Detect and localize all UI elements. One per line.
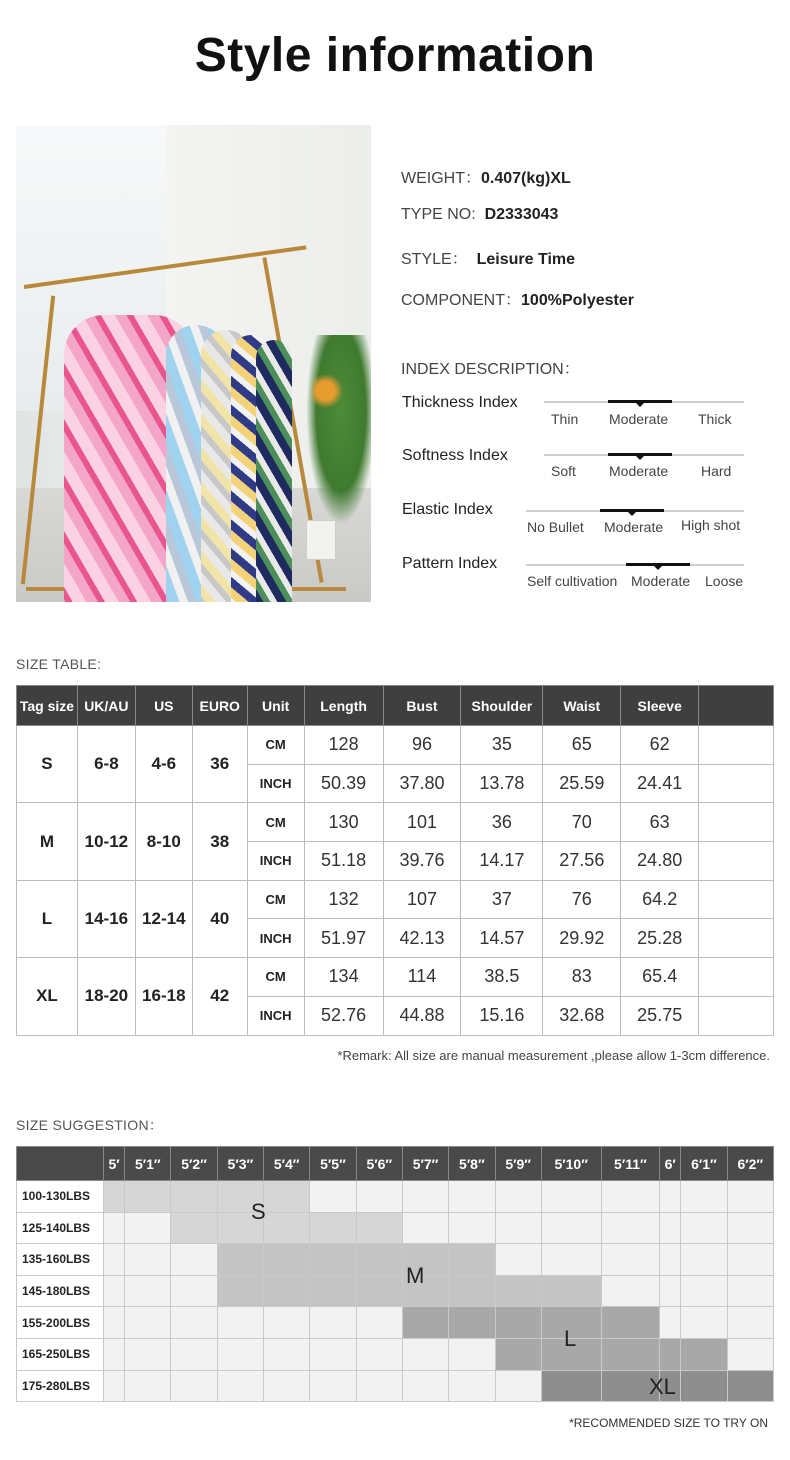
grid-cell: [171, 1370, 217, 1402]
euro-cell: 36: [192, 726, 247, 803]
empty-cell: [699, 842, 774, 881]
weight-row: [17, 1307, 774, 1339]
euro-cell: 38: [192, 803, 247, 880]
table-row: [17, 880, 774, 919]
table-row: [17, 803, 774, 842]
grid-cell: [681, 1307, 727, 1339]
length-cell: 50.39: [304, 764, 383, 803]
height-header-cell: 5′8″: [449, 1147, 495, 1181]
weight-row: [17, 1244, 774, 1276]
index-option: Self cultivation: [527, 573, 618, 589]
length-cell: 134: [304, 958, 383, 997]
uk-au-cell: 10-12: [77, 803, 135, 880]
index-name: Thickness Index: [402, 394, 518, 411]
grid-cell: [495, 1181, 541, 1213]
index-option: Thin: [551, 411, 579, 427]
height-header-cell: 6′2″: [727, 1147, 773, 1181]
grid-cell: [356, 1338, 402, 1370]
size-cell-l: [449, 1307, 495, 1339]
unit-cell: CM: [247, 726, 304, 765]
height-header-cell: 5′1″: [125, 1147, 171, 1181]
shoulder-cell: 36: [461, 803, 543, 842]
size-cell-m: [310, 1244, 356, 1276]
us-cell: 8-10: [135, 803, 192, 880]
header-cell: US: [135, 686, 192, 726]
grid-cell: [171, 1244, 217, 1276]
grid-cell: [264, 1370, 310, 1402]
size-cell-m: [217, 1244, 263, 1276]
style-label: STYLE：: [401, 251, 468, 268]
size-cell-xl: [541, 1370, 601, 1402]
length-cell: 51.18: [304, 842, 383, 881]
grid-cell: [171, 1307, 217, 1339]
grid-cell: [727, 1307, 773, 1339]
grid-cell: [402, 1181, 448, 1213]
grid-cell: [727, 1275, 773, 1307]
marker-arrow-icon: [654, 566, 662, 570]
height-header-cell: 5′5″: [310, 1147, 356, 1181]
grid-cell: [125, 1370, 171, 1402]
size-cell-l: [681, 1338, 727, 1370]
height-header-cell: 5′7″: [402, 1147, 448, 1181]
bust-cell: 44.88: [383, 996, 461, 1035]
length-cell: 132: [304, 880, 383, 919]
weight-label-cell: 145-180LBS: [17, 1275, 104, 1307]
grid-cell: [660, 1307, 681, 1339]
index-option: Moderate: [604, 519, 664, 535]
sleeve-cell: 24.41: [621, 764, 699, 803]
grid-cell: [125, 1338, 171, 1370]
grid-cell: [217, 1370, 263, 1402]
size-cell-m: [264, 1275, 310, 1307]
waist-cell: 32.68: [543, 996, 621, 1035]
type-value: D2333043: [484, 206, 559, 223]
size-cell-m: [217, 1275, 263, 1307]
grid-cell: [727, 1181, 773, 1213]
grid-cell: [660, 1244, 681, 1276]
waist-cell: 83: [543, 958, 621, 997]
bust-cell: 101: [383, 803, 461, 842]
length-cell: 51.97: [304, 919, 383, 958]
grid-cell: [310, 1370, 356, 1402]
grid-cell: [541, 1181, 601, 1213]
size-cell-xl: [727, 1370, 773, 1402]
header-cell: UK/AU: [77, 686, 135, 726]
index-option: No Bullet: [527, 519, 584, 535]
size-cell-m: [310, 1275, 356, 1307]
grid-cell: [104, 1370, 125, 1402]
empty-cell: [699, 958, 774, 997]
waist-cell: 76: [543, 880, 621, 919]
table-row: [17, 726, 774, 765]
height-header-cell: 5′4″: [264, 1147, 310, 1181]
weight-label-cell: 175-280LBS: [17, 1370, 104, 1402]
grid-cell: [660, 1181, 681, 1213]
unit-cell: INCH: [247, 919, 304, 958]
weight-label-cell: 100-130LBS: [17, 1181, 104, 1213]
size-cell-m: [264, 1244, 310, 1276]
size-cell-m: [356, 1275, 402, 1307]
empty-cell: [699, 880, 774, 919]
size-cell-s: [310, 1212, 356, 1244]
grid-cell: [495, 1212, 541, 1244]
grid-cell: [660, 1212, 681, 1244]
grid-cell: [541, 1212, 601, 1244]
unit-cell: INCH: [247, 842, 304, 881]
size-region-label: S: [251, 1199, 266, 1224]
table-row: [17, 958, 774, 997]
weight-label-cell: 165-250LBS: [17, 1338, 104, 1370]
unit-cell: INCH: [247, 996, 304, 1035]
grid-cell: [104, 1275, 125, 1307]
weight-value: 0.407(kg)XL: [481, 170, 571, 187]
grid-cell: [660, 1275, 681, 1307]
grid-cell: [449, 1370, 495, 1402]
shoulder-cell: 37: [461, 880, 543, 919]
uk-au-cell: 6-8: [77, 726, 135, 803]
shoulder-cell: 35: [461, 726, 543, 765]
size-cell-s: [104, 1181, 125, 1213]
size-cell-s: [264, 1212, 310, 1244]
size-suggestion-grid: [16, 1146, 774, 1402]
tag-size-cell: M: [17, 803, 78, 880]
corner-cell: [17, 1147, 104, 1181]
index-option: Moderate: [609, 463, 669, 479]
component-value: 100%Polyester: [521, 292, 634, 309]
grid-cell: [601, 1212, 660, 1244]
grid-cell: [541, 1244, 601, 1276]
sleeve-cell: 63: [621, 803, 699, 842]
component-info: [401, 287, 634, 310]
shoulder-cell: 38.5: [461, 958, 543, 997]
size-cell-l: [601, 1338, 660, 1370]
us-cell: 4-6: [135, 726, 192, 803]
height-header-cell: 5′3″: [217, 1147, 263, 1181]
bust-cell: 39.76: [383, 842, 461, 881]
header-cell: [699, 686, 774, 726]
sleeve-cell: 65.4: [621, 958, 699, 997]
grid-cell: [727, 1212, 773, 1244]
weight-label: WEIGHT：: [401, 170, 481, 187]
sleeve-cell: 62: [621, 726, 699, 765]
height-header-cell: 6′1″: [681, 1147, 727, 1181]
weight-row: [17, 1181, 774, 1213]
height-header-cell: 5′2″: [171, 1147, 217, 1181]
size-region-label: XL: [649, 1374, 676, 1399]
index-option: Loose: [705, 573, 744, 589]
grid-cell: [681, 1212, 727, 1244]
size-cell-m: [541, 1275, 601, 1307]
index-option: Soft: [551, 463, 576, 479]
weight-label-cell: 125-140LBS: [17, 1212, 104, 1244]
shoulder-cell: 14.17: [461, 842, 543, 881]
waist-cell: 27.56: [543, 842, 621, 881]
grid-cell: [727, 1244, 773, 1276]
type-info: [401, 206, 558, 224]
tag-size-cell: XL: [17, 958, 78, 1035]
size-region-label: M: [406, 1263, 425, 1288]
grid-cell: [449, 1338, 495, 1370]
recommend-note: *RECOMMENDED SIZE TO TRY ON: [569, 1416, 768, 1430]
index-description-title: INDEX DESCRIPTION：: [401, 361, 580, 378]
euro-cell: 42: [192, 958, 247, 1035]
grid-cell: [356, 1370, 402, 1402]
weight-label-cell: 135-160LBS: [17, 1244, 104, 1276]
empty-cell: [699, 803, 774, 842]
tag-size-cell: S: [17, 726, 78, 803]
bust-cell: 114: [383, 958, 461, 997]
grid-cell: [171, 1275, 217, 1307]
bust-cell: 96: [383, 726, 461, 765]
grid-cell: [727, 1338, 773, 1370]
weight-info: [401, 165, 571, 188]
waist-cell: 25.59: [543, 764, 621, 803]
grid-cell: [310, 1338, 356, 1370]
weight-label-cell: 155-200LBS: [17, 1307, 104, 1339]
length-cell: 52.76: [304, 996, 383, 1035]
grid-cell: [217, 1338, 263, 1370]
unit-cell: INCH: [247, 764, 304, 803]
unit-cell: CM: [247, 803, 304, 842]
grid-cell: [217, 1307, 263, 1339]
header-cell: Bust: [383, 686, 461, 726]
index-option: High shot: [681, 517, 741, 533]
marker-arrow-icon: [636, 456, 644, 460]
grid-cell: [601, 1275, 660, 1307]
grid-cell: [681, 1181, 727, 1213]
grid-cell: [681, 1244, 727, 1276]
weight-row: [17, 1275, 774, 1307]
size-cell-s: [171, 1181, 217, 1213]
header-cell: EURO: [192, 686, 247, 726]
height-header-row: [17, 1147, 774, 1181]
grid-cell: [449, 1212, 495, 1244]
header-cell: Waist: [543, 686, 621, 726]
empty-cell: [699, 996, 774, 1035]
page-title: Style information: [194, 29, 596, 82]
style-info: [401, 246, 575, 269]
bust-cell: 107: [383, 880, 461, 919]
index-option: Hard: [701, 463, 732, 479]
header-cell: Unit: [247, 686, 304, 726]
grid-cell: [356, 1181, 402, 1213]
waist-cell: 29.92: [543, 919, 621, 958]
unit-cell: CM: [247, 958, 304, 997]
waist-cell: 70: [543, 803, 621, 842]
component-label: COMPONENT：: [401, 292, 522, 309]
height-header-cell: 5′: [104, 1147, 125, 1181]
grid-cell: [356, 1307, 402, 1339]
bust-cell: 37.80: [383, 764, 461, 803]
us-cell: 12-14: [135, 880, 192, 957]
header-cell: Tag size: [17, 686, 78, 726]
size-cell-s: [356, 1212, 402, 1244]
height-header-cell: 5′6″: [356, 1147, 402, 1181]
unit-cell: CM: [247, 880, 304, 919]
length-cell: 128: [304, 726, 383, 765]
bust-cell: 42.13: [383, 919, 461, 958]
shoulder-cell: 13.78: [461, 764, 543, 803]
index-name: Pattern Index: [402, 555, 498, 572]
style-value: Leisure Time: [476, 251, 576, 268]
grid-cell: [681, 1275, 727, 1307]
index-name: Softness Index: [402, 447, 508, 464]
size-cell-l: [660, 1338, 681, 1370]
size-cell-m: [356, 1244, 402, 1276]
waist-cell: 65: [543, 726, 621, 765]
sleeve-cell: 24.80: [621, 842, 699, 881]
size-cell-s: [125, 1181, 171, 1213]
size-cell-s: [171, 1212, 217, 1244]
height-header-cell: 6′: [660, 1147, 681, 1181]
index-option: Thick: [698, 411, 732, 427]
grid-cell: [125, 1212, 171, 1244]
size-cell-l: [495, 1307, 541, 1339]
grid-cell: [171, 1338, 217, 1370]
grid-cell: [402, 1370, 448, 1402]
length-cell: 130: [304, 803, 383, 842]
product-photo: [16, 125, 371, 602]
grid-cell: [104, 1307, 125, 1339]
grid-cell: [449, 1181, 495, 1213]
weight-row: [17, 1212, 774, 1244]
index-name: Elastic Index: [402, 501, 493, 518]
header-cell: Shoulder: [461, 686, 543, 726]
sleeve-cell: 64.2: [621, 880, 699, 919]
grid-cell: [125, 1307, 171, 1339]
marker-arrow-icon: [636, 403, 644, 407]
uk-au-cell: 18-20: [77, 958, 135, 1035]
size-cell-l: [601, 1307, 660, 1339]
grid-cell: [104, 1338, 125, 1370]
type-label: TYPE NO:: [401, 206, 476, 223]
grid-cell: [495, 1370, 541, 1402]
index-option: Moderate: [609, 411, 669, 427]
grid-cell: [601, 1181, 660, 1213]
grid-cell: [310, 1307, 356, 1339]
size-cell-l: [495, 1338, 541, 1370]
grid-cell: [402, 1212, 448, 1244]
grid-cell: [601, 1244, 660, 1276]
height-header-cell: 5′11″: [601, 1147, 660, 1181]
weight-row: [17, 1338, 774, 1370]
shoulder-cell: 15.16: [461, 996, 543, 1035]
size-table-label: SIZE TABLE:: [16, 656, 102, 672]
grid-cell: [125, 1244, 171, 1276]
empty-cell: [699, 919, 774, 958]
size-table-header: [17, 686, 774, 726]
grid-cell: [264, 1338, 310, 1370]
header-cell: Length: [304, 686, 383, 726]
header-cell: Sleeve: [621, 686, 699, 726]
size-cell-s: [264, 1181, 310, 1213]
empty-cell: [699, 726, 774, 765]
grid-cell: [310, 1181, 356, 1213]
grid-cell: [125, 1275, 171, 1307]
us-cell: 16-18: [135, 958, 192, 1035]
sleeve-cell: 25.75: [621, 996, 699, 1035]
size-region-label: L: [564, 1326, 577, 1351]
shoulder-cell: 14.57: [461, 919, 543, 958]
grid-cell: [104, 1212, 125, 1244]
grid-cell: [264, 1307, 310, 1339]
sleeve-cell: 25.28: [621, 919, 699, 958]
height-header-cell: 5′10″: [541, 1147, 601, 1181]
size-cell-xl: [681, 1370, 727, 1402]
grid-cell: [402, 1338, 448, 1370]
height-header-cell: 5′9″: [495, 1147, 541, 1181]
empty-cell: [699, 764, 774, 803]
size-cell-l: [402, 1307, 448, 1339]
size-remark: *Remark: All size are manual measurement ,please allow 1-3cm difference.: [337, 1048, 770, 1063]
grid-cell: [104, 1244, 125, 1276]
size-cell-m: [449, 1244, 495, 1276]
uk-au-cell: 14-16: [77, 880, 135, 957]
size-suggestion-label: SIZE SUGGESTION：: [16, 1117, 164, 1133]
size-table: [16, 685, 774, 1036]
grid-cell: [495, 1244, 541, 1276]
marker-arrow-icon: [628, 512, 636, 516]
index-option: Moderate: [631, 573, 691, 589]
size-cell-m: [449, 1275, 495, 1307]
size-cell-m: [495, 1275, 541, 1307]
tag-size-cell: L: [17, 880, 78, 957]
euro-cell: 40: [192, 880, 247, 957]
